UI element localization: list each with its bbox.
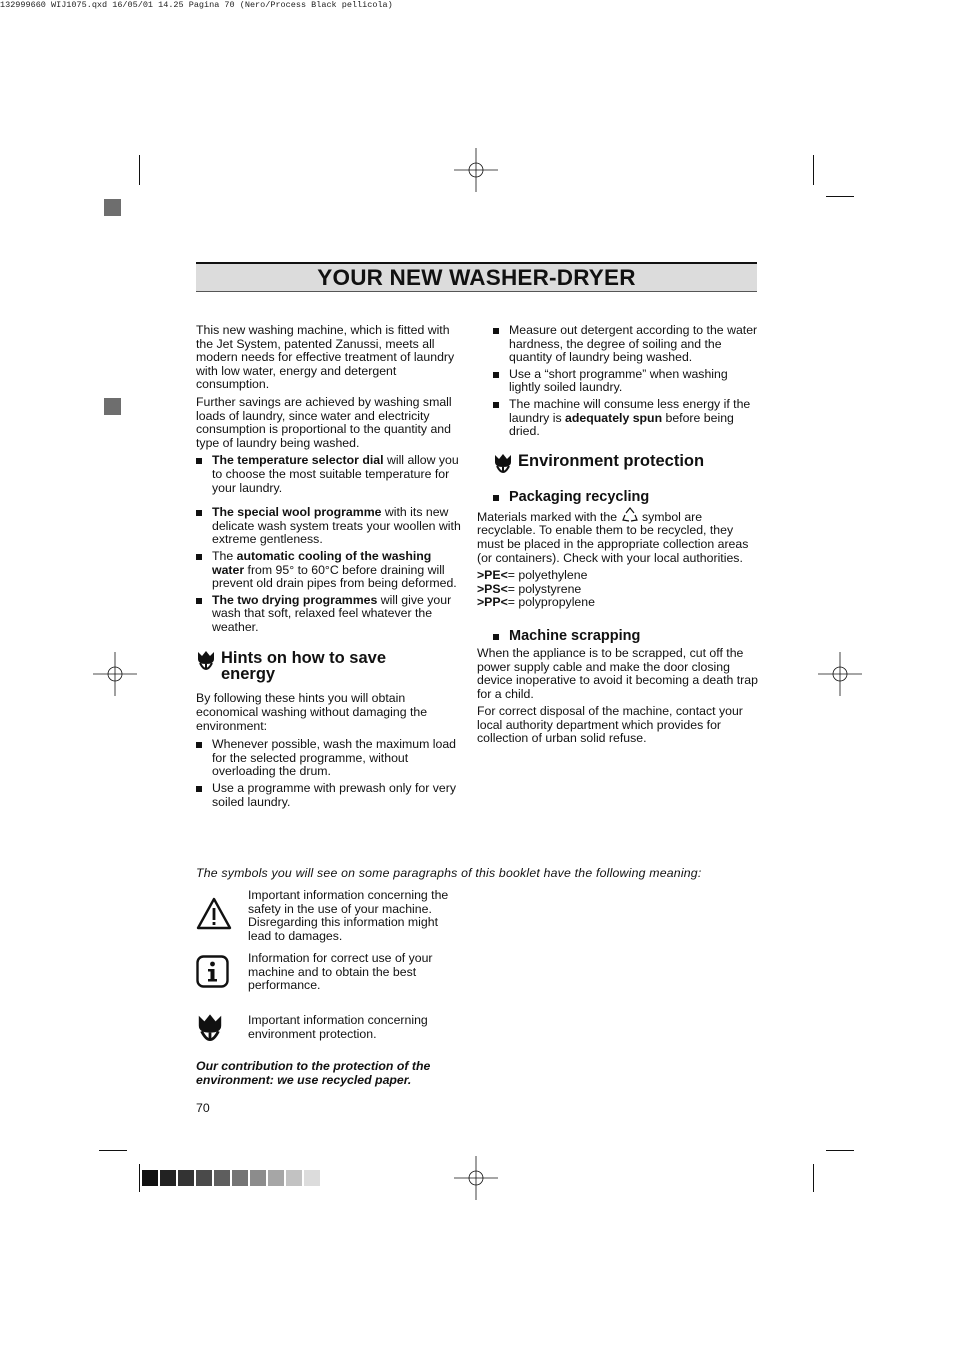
- intro-paragraph: This new washing machine, which is fitted with the Jet System, patented Zanussi, meets all modern needs for effective treatment of laundry with low water, energy and detergent consumption.: [196, 323, 455, 392]
- legend-intro: The symbols you will see on some paragraphs of this booklet have the following meaning:: [196, 866, 702, 880]
- legend-text: Information for correct use of your machine and to obtain the best performance.: [248, 951, 433, 993]
- color-swatch: [196, 1170, 212, 1186]
- recycled-paper-note: Our contribution to the protection of the environment: we use recycled paper.: [196, 1059, 431, 1087]
- scrapping-paragraph: When the appliance is to be scrapped, cut off the power supply cable and make the door closing device inoperative to avoid it becoming a death trap for a child.: [477, 645, 758, 701]
- crop-mark: [826, 196, 854, 197]
- legend-row-environment: [196, 1014, 476, 1050]
- color-swatch: [250, 1170, 266, 1186]
- margin-square: [104, 398, 121, 415]
- scrapping-heading: Machine scrapping: [493, 628, 761, 644]
- environment-heading: Environment protection: [493, 453, 761, 473]
- list-item: The temperature selector dial will allow you to choose the most suitable temperature for your laundry.: [196, 454, 461, 495]
- crop-mark: [813, 155, 814, 185]
- crop-mark: [813, 1164, 814, 1192]
- list-item: Whenever possible, wash the maximum load for the selected programme, without overloading the drum.: [196, 738, 461, 779]
- crop-mark: [139, 1164, 140, 1192]
- registration-mark-icon: [818, 652, 862, 696]
- disposal-paragraph: For correct disposal of the machine, contact your local authority department which provides for collection of urban solid refuse.: [477, 704, 743, 746]
- list-item: The automatic cooling of the washing water from 95° to 60°C before draining will prevent old drain pipes from being deformed.: [196, 550, 461, 591]
- color-swatch: [286, 1170, 302, 1186]
- packaging-paragraph: Materials marked with the symbol are recyclable. To enable them to be recycled, they must be placed in the appropriate collection areas (or containers). Check with your local authorities.: [477, 507, 761, 565]
- list-item: Measure out detergent according to the water hardness, the degree of soiling and the quantity of laundry being washed.: [493, 324, 761, 365]
- crop-mark: [826, 1150, 854, 1151]
- margin-square: [104, 199, 121, 216]
- tulip-icon: [493, 453, 513, 473]
- color-swatch: [232, 1170, 248, 1186]
- hints-intro: By following these hints you will obtain economical washing without damaging the environment:: [196, 691, 428, 733]
- tulip-icon: [196, 650, 216, 670]
- list-item: The machine will consume less energy if the laundry is adequately spun before being dried.: [493, 398, 761, 439]
- list-item: Use a programme with prewash only for very soiled laundry.: [196, 782, 461, 809]
- registration-mark-icon: [93, 652, 137, 696]
- tips-list: [493, 324, 761, 439]
- left-column: [196, 324, 461, 812]
- list-item: >PE<= polyethylene: [477, 568, 588, 583]
- features-list: [196, 454, 461, 634]
- list-item: The two drying programmes will give your wash that soft, relaxed feel whatever the weather.: [196, 594, 461, 635]
- tulip-icon: [196, 1012, 224, 1042]
- warning-triangle-icon: [196, 897, 232, 931]
- color-swatch: [304, 1170, 320, 1186]
- page-number: 70: [196, 1101, 210, 1115]
- right-column: [477, 323, 761, 750]
- page-title: YOUR NEW WASHER-DRYER: [317, 265, 636, 290]
- registration-mark-icon: [454, 1156, 498, 1200]
- materials-list: [477, 569, 761, 610]
- list-item: The special wool programme with its new delicate wash system treats your woollen with extreme gentleness.: [196, 506, 461, 547]
- legend-text: Important information concerning environment protection.: [248, 1013, 428, 1041]
- savings-paragraph: Further savings are achieved by washing small loads of laundry, since water and electricity consumption is proportional to the quantity and type of laundry being washed.: [196, 394, 452, 450]
- title-bar: [196, 262, 757, 292]
- registration-mark-icon: [454, 148, 498, 192]
- legend-row-info: [196, 952, 476, 996]
- legend-text: Important information concerning the safety in the use of your machine. Disregarding this information might lead to damages.: [248, 888, 449, 943]
- info-icon: [196, 955, 229, 988]
- crop-mark: [99, 1150, 127, 1151]
- list-item: Use a “short programme” when washing lightly soiled laundry.: [493, 368, 761, 395]
- packaging-heading: Packaging recycling: [493, 489, 761, 505]
- color-swatch: [178, 1170, 194, 1186]
- color-swatch: [268, 1170, 284, 1186]
- legend-row-warning: [196, 889, 476, 945]
- hints-list: [196, 738, 461, 809]
- color-swatch: [160, 1170, 176, 1186]
- crop-mark: [139, 155, 140, 185]
- list-item: >PS<= polystyrene: [477, 581, 582, 596]
- recycle-icon: [621, 507, 639, 523]
- print-info: 132999660 WIJ1075.qxd 16/05/01 14.25 Pagina 70 (Nero/Process Black pellicola): [0, 0, 393, 10]
- color-swatch: [214, 1170, 230, 1186]
- list-item: >PP<= polypropylene: [477, 595, 595, 610]
- hints-heading: Hints on how to save energy: [196, 650, 461, 682]
- color-swatch: [142, 1170, 158, 1186]
